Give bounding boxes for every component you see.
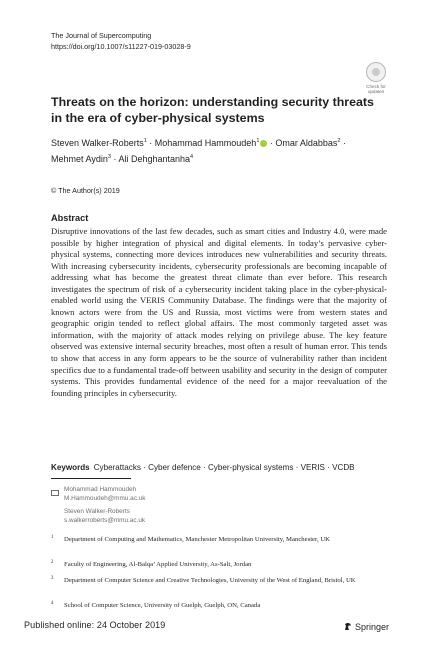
paper-title: Threats on the horizon: understanding security threats in the era of cyber-physical systems — [51, 95, 374, 125]
badge-label: Check for updates — [366, 84, 386, 94]
copyright-notice: © The Author(s) 2019 — [51, 186, 120, 195]
keywords — [51, 463, 391, 472]
keywords-label: Keywords — [51, 463, 90, 472]
contact-email[interactable]: M.Hammoudeh@mmu.ac.uk — [64, 494, 146, 502]
author-name: Mehmet Aydin — [51, 153, 108, 164]
affiliation-number: 1 — [51, 535, 54, 540]
contact-block — [64, 508, 145, 526]
affiliation — [51, 561, 391, 570]
journal-name: The Journal of Supercomputing — [51, 31, 152, 40]
affiliation-number: 3 — [51, 576, 54, 581]
envelope-icon — [51, 490, 59, 496]
affiliation — [51, 602, 391, 611]
author-name: Omar Aldabbas — [275, 138, 338, 148]
affiliation-text: Department of Computer Science and Creative Technologies, University of the West of England, Bristol, UK — [64, 577, 356, 584]
check-for-updates-badge[interactable] — [365, 62, 387, 96]
journal-header — [51, 31, 191, 52]
journal-doi[interactable]: https://doi.org/10.1007/s11227-019-03028-9 — [51, 41, 191, 51]
affiliation-number: 4 — [51, 601, 54, 606]
contact-name: Mohammad Hammoudeh — [64, 486, 137, 493]
publisher-name: Springer — [355, 622, 390, 632]
author-name: Ali Dehghantanha — [118, 153, 191, 164]
contact-email[interactable]: s.walkerroberts@mmu.ac.uk — [64, 516, 146, 524]
author-name: Mohammad Hammoudeh — [154, 138, 257, 148]
check-updates-icon — [366, 62, 386, 82]
contact-name: Steven Walker-Roberts — [64, 508, 130, 515]
affiliation — [51, 577, 391, 586]
springer-horse-icon — [344, 622, 352, 631]
abstract-text: Disruptive innovations of the last few decades, such as smart cities and Industry 4.0, were made possible by higher integration of physical and digital elements. In today’s pervasive cyber-physical systems, connecting more devices introduces new vulnerabilities and security threats. With increasing cybersecurity incidents, cybersecurity professionals are becoming incapable of addressing what has become the greatest threat climate than ever before. This research investigates the spectrum of risk of a cybersecurity incident taking place in the cyber-physical-enabled world using the VERIS Community Database. The findings were that the majority of known actors were from the US and Russia, most victims were from western states and geographic origin tended to reflect global affairs. The most commonly targeted asset was information, with the majority of attack modes relying on privilege abuse. The key feature observed was extensive internal security breaches, most often a result of human error. This tends to show that access in any form appears to be the source of vulnerability rather than incident specifics due to a fundamental trade-off between usability and security in the design of computer systems. This provides fundamental evidence of the need for a major reevaluation of the founding principles in cybersecurity. — [51, 226, 387, 398]
keywords-list: Cyberattacks · Cyber defence · Cyber-physical systems · VERIS · VCDB — [93, 463, 355, 472]
affiliation-text: School of Computer Science, University of Guelph, Guelph, ON, Canada — [64, 602, 261, 609]
affiliation-number: 2 — [51, 560, 54, 565]
published-online-date: Published online: 24 October 2019 — [24, 620, 166, 630]
affiliation — [51, 536, 391, 545]
affiliation-text: Faculty of Engineering, Al-Balqa’ Applied University, As-Salt, Jordan — [64, 561, 252, 568]
footnote-divider — [51, 478, 131, 479]
author-list: Steven Walker-Roberts$^1$ · Mohammad Hammoudeh$^1$ · Omar Aldabbas$^2$ · Mehmet Aydin$^3$ · Ali Dehghantanha$^4$ — [51, 138, 346, 164]
contact-block — [64, 486, 145, 504]
author-name: Steven Walker-Roberts — [51, 138, 144, 148]
publisher-logo — [344, 622, 389, 632]
affiliation-text: Department of Computing and Mathematics, Manchester Metropolitan University, Manchester, UK — [64, 536, 330, 543]
abstract-heading: Abstract — [51, 213, 89, 223]
